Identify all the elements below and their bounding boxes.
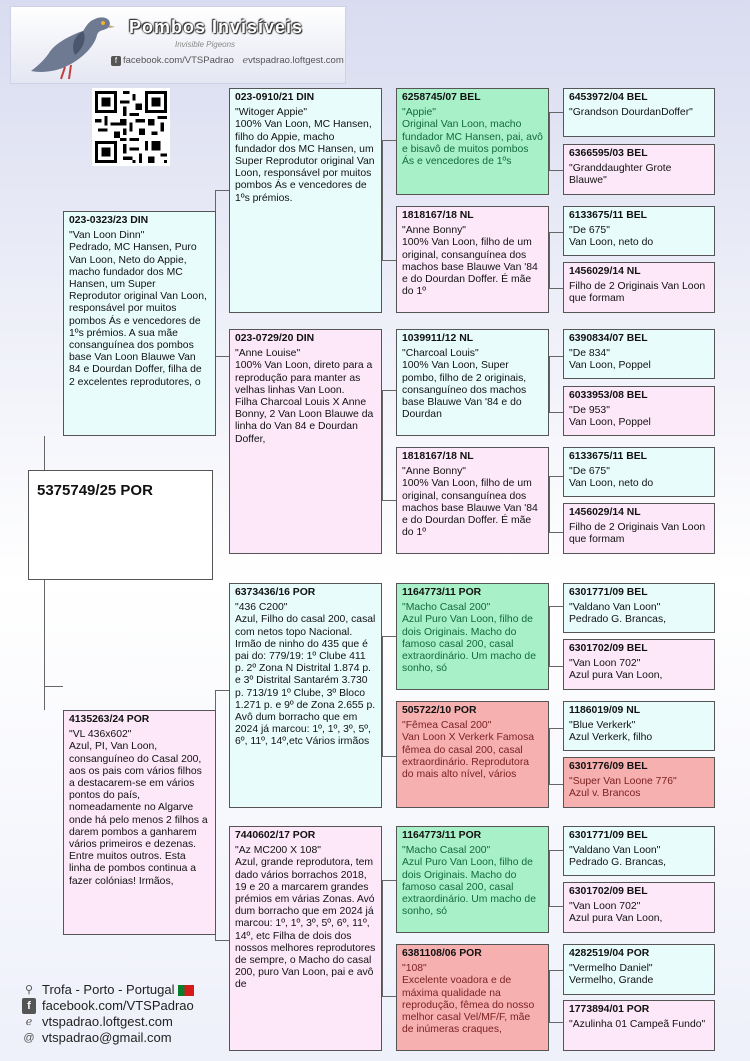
dam-dam-ring: 7440602/17 POR bbox=[235, 830, 316, 841]
connector bbox=[382, 880, 396, 881]
ssd-card[interactable] bbox=[396, 206, 549, 313]
dam-dam-notes: "Az MC200 X 108" Azul, grande reprodutora, tem dado vários borrachos 2018, 19 e 20 a marcarem grandes prémios em várias Zonas. Avó dum borracho que em 2024 já marcou: 1º, 1º, 3º, 5º, 6º, 11º, 14º, etc Filha de dois dos nossos melhores reprodutores de sempre, o Macho do casal 200, puro Van Loon, pai e avô de bbox=[235, 845, 376, 991]
ssdd-ring: 1456029/14 NL bbox=[569, 266, 641, 277]
ssd-ring: 1818167/18 NL bbox=[402, 210, 474, 221]
connector bbox=[382, 636, 383, 756]
dsss-card[interactable] bbox=[563, 583, 715, 633]
ddsd-notes: "Van Loon 702" Azul pura Van Loon, bbox=[569, 901, 663, 925]
dam-ring: 4135263/24 POR bbox=[69, 714, 150, 725]
connector bbox=[549, 606, 563, 607]
sire-sire-ring: 023-0910/21 DIN bbox=[235, 92, 315, 103]
sssd-notes: "Granddaughter Grote Blauwe" bbox=[569, 163, 672, 187]
connector bbox=[549, 170, 563, 171]
ddss-notes: "Valdano Van Loon" Pedrado G. Brancas, bbox=[569, 845, 667, 869]
sssd-ring: 6366595/03 BEL bbox=[569, 148, 648, 159]
connector bbox=[382, 636, 396, 637]
brand-links bbox=[111, 55, 344, 66]
connector bbox=[382, 880, 383, 996]
location-pin-icon: ⚲ bbox=[24, 984, 34, 996]
sds-ring: 1039911/12 NL bbox=[402, 333, 474, 344]
sdds-notes: "De 675" Van Loon, neto do bbox=[569, 466, 654, 490]
sire-ring: 023-0323/23 DIN bbox=[69, 215, 149, 226]
connector bbox=[382, 140, 383, 260]
dam-notes: "VL 436x602" Azul, PI, Van Loon, consanguíneo do Casal 200, aos os pais com vários filhos a destacarem-se em vários pontos do país, nomeadamente no Algarve onde há pelo menos 2 filhos a darem pombos a ganharem vários primeiros e dezenas. Entre muitos outros. Esta linha de pombos continua a fazer colónias! Irmãos, bbox=[69, 729, 208, 887]
connector bbox=[215, 940, 229, 941]
connector bbox=[549, 970, 550, 1022]
dsds-notes: "Blue Verkerk" Azul Verkerk, filho bbox=[569, 720, 653, 744]
sire-dam-notes: "Anne Louise" 100% Van Loon, direto para a reprodução para manter as velhas linhas Van Loon. Filha Charcoal Louis X Anne Bonny, 2 Van Loon Blauwe da linha do Van 84 e Dourdan Doffer, bbox=[235, 348, 374, 445]
connector bbox=[382, 996, 396, 997]
connector bbox=[382, 756, 396, 757]
ddss-card[interactable] bbox=[563, 826, 715, 876]
sdss-ring: 6390834/07 BEL bbox=[569, 333, 648, 344]
sssd-card[interactable] bbox=[563, 144, 715, 195]
connector bbox=[549, 412, 563, 413]
brand-facebook-link[interactable]: facebook.com/VTSPadrao bbox=[123, 55, 234, 66]
connector bbox=[215, 356, 229, 357]
ddds-card[interactable] bbox=[563, 944, 715, 995]
location-text: Trofa - Porto - Portugal bbox=[42, 982, 175, 997]
dds-notes: "Macho Casal 200" Azul Puro Van Loon, filho de dois Originais. Macho do famoso casal 200, casal extraordinário. Um macho de sonho, só bbox=[402, 845, 536, 918]
portugal-flag-icon bbox=[178, 985, 194, 996]
ssss-card[interactable] bbox=[563, 88, 715, 137]
sds-notes: "Charcoal Louis" 100% Van Loon, Super pombo, filho de 2 originais, consanguíneo dos machos base Blauwe Van '84 e do Dourdan bbox=[402, 348, 527, 421]
connector bbox=[549, 850, 563, 851]
sds-card[interactable] bbox=[396, 329, 549, 436]
sss-notes: "Appie" Original Van Loon, macho fundador MC Hansen, pai, avô e bisavô de muitos pombos Ás e vencedores de 1ºs bbox=[402, 107, 543, 168]
sddd-ring: 1456029/14 NL bbox=[569, 507, 641, 518]
sdsd-notes: "De 953" Van Loon, Poppel bbox=[569, 405, 651, 429]
connector bbox=[549, 970, 563, 971]
ssds-ring: 6133675/11 BEL bbox=[569, 210, 647, 221]
connector bbox=[549, 112, 550, 170]
connector bbox=[549, 728, 563, 729]
connector bbox=[549, 232, 550, 288]
sdsd-card[interactable] bbox=[563, 386, 715, 436]
connector bbox=[549, 850, 550, 906]
ddss-ring: 6301771/09 BEL bbox=[569, 830, 648, 841]
connector bbox=[549, 666, 563, 667]
ssss-notes: "Grandson DourdanDoffer" bbox=[569, 107, 693, 119]
connector bbox=[549, 288, 563, 289]
sdds-ring: 6133675/11 BEL bbox=[569, 451, 647, 462]
dssd-notes: "Van Loon 702" Azul pura Van Loon, bbox=[569, 658, 663, 682]
sddd-notes: Filho de 2 Originais Van Loon que formam bbox=[569, 522, 706, 546]
sdd-ring: 1818167/18 NL bbox=[402, 451, 474, 462]
footer-email-link[interactable]: vtspadrao@gmail.com bbox=[42, 1030, 172, 1045]
ssdd-notes: Filho de 2 Originais Van Loon que formam bbox=[569, 281, 706, 305]
ddsd-ring: 6301702/09 BEL bbox=[569, 886, 648, 897]
connector bbox=[549, 906, 563, 907]
pigeon-logo-icon bbox=[25, 9, 115, 81]
connector bbox=[549, 356, 550, 412]
connector bbox=[549, 728, 550, 784]
dam-sire-card[interactable] bbox=[229, 583, 382, 808]
sire-card[interactable] bbox=[63, 211, 216, 436]
sdd-card[interactable] bbox=[396, 447, 549, 554]
connector bbox=[44, 436, 45, 470]
footer-site-link[interactable]: vtspadrao.loftgest.com bbox=[42, 1014, 173, 1029]
brand-banner bbox=[10, 6, 346, 84]
sddd-card[interactable] bbox=[563, 503, 715, 554]
connector bbox=[382, 140, 396, 141]
connector bbox=[215, 190, 229, 191]
connector bbox=[382, 390, 383, 500]
dddd-card[interactable] bbox=[563, 1000, 715, 1051]
brand-subtitle: Invisible Pigeons bbox=[175, 40, 236, 49]
dsss-notes: "Valdano Van Loon" Pedrado G. Brancas, bbox=[569, 602, 667, 626]
connector bbox=[549, 356, 563, 357]
connector bbox=[382, 390, 396, 391]
sire-sire-notes: "Witoger Appie" 100% Van Loon, MC Hansen, filho do Appie, macho fundador dos MC Hansen, um Super Reprodutor original Van Loon, responsável por muitos pombos Ás e vencedores de 1ºs prémios. bbox=[235, 107, 375, 204]
sire-sire-card[interactable] bbox=[229, 88, 382, 313]
dssd-ring: 6301702/09 BEL bbox=[569, 643, 648, 654]
ssss-ring: 6453972/04 BEL bbox=[569, 92, 648, 103]
ddsd-card[interactable] bbox=[563, 882, 715, 933]
connector bbox=[382, 260, 396, 261]
connector bbox=[549, 476, 563, 477]
subject-card[interactable] bbox=[28, 470, 213, 580]
dss-ring: 1164773/11 POR bbox=[402, 587, 482, 598]
web-icon: ℯ bbox=[25, 1016, 33, 1028]
ssd-notes: "Anne Bonny" 100% Van Loon, filho de um original, consanguínea dos machos base Blauwe Van '84 e do Dourdan Doffer. É mãe do 1º bbox=[402, 225, 538, 298]
sdss-notes: "De 834" Van Loon, Poppel bbox=[569, 348, 651, 372]
dsd-ring: 505722/10 POR bbox=[402, 705, 477, 716]
dsdd-notes: "Super Van Loone 776" Azul v. Brancos bbox=[569, 776, 677, 800]
brand-site-link[interactable]: vtspadrao.loftgest.com bbox=[248, 55, 344, 66]
connector bbox=[549, 784, 563, 785]
dam-card[interactable] bbox=[63, 710, 216, 935]
subject-ring: 5375749/25 POR bbox=[37, 482, 153, 499]
sire-notes: "Van Loon Dinn" Pedrado, MC Hansen, Puro Van Loon, Neto do Appie, macho fundador dos MC Hansen, um Super Reprodutor original Van Loon, responsável por muitos pombos Ás e vencedores de 1ºs prémios. A sua mãe consanguínea dos pombos base Van Loon Blauwe Van 84 e Dourdan Doffer, filha de 2 excelentes reprodutores, o bbox=[69, 230, 207, 388]
dds-ring: 1164773/11 POR bbox=[402, 830, 482, 841]
ddd-notes: "108" Excelente voadora e de máxima qualidade na reprodução, fêmea do nosso melhor casal Vel/MF/F, mãe de inúmeras craques, bbox=[402, 963, 535, 1036]
dsdd-ring: 6301776/09 BEL bbox=[569, 761, 648, 772]
ddds-notes: "Vermelho Daniel" Vermelho, Grande bbox=[569, 963, 654, 987]
connector bbox=[549, 606, 550, 666]
dsd-notes: "Fêmea Casal 200" Van Loon X Verkerk Famosa fêmea do casal 200, casal extraordinário. Reprodutora do mais alto nível, vários bbox=[402, 720, 535, 781]
dsdd-card[interactable] bbox=[563, 757, 715, 808]
dsds-card[interactable] bbox=[563, 701, 715, 751]
dss-notes: "Macho Casal 200" Azul Puro Van Loon, filho de dois Originais. Macho do famoso casal 200, casal extraordinário. Um macho de sonho, só bbox=[402, 602, 536, 675]
dss-card[interactable] bbox=[396, 583, 549, 690]
connector bbox=[549, 112, 563, 113]
dam-sire-notes: "436 C200" Azul, Filho do casal 200, casal com netos topo Nacional. Irmão de ninho do 435 que é pai do: 779/19: 1º Clube 411 p. 2º Zona N Distrital 1.874 p. e 3º Distrital Santarém 3.730 p. 713/19 1º Clube, 3º Bloco 1.271 p. e 9º de Zona 2.655 p. Avô dum borracho que em 2024 já marcou: 1º, 1º, 3º, 5º, 6º, 11º, 14º,etc Vários irmãos bbox=[235, 602, 376, 748]
brand-title: Pombos Invisíveis bbox=[129, 17, 304, 37]
dds-card[interactable] bbox=[396, 826, 549, 933]
dddd-notes: "Azulinha 01 Campeã Fundo" bbox=[569, 1019, 706, 1031]
sire-dam-ring: 023-0729/20 DIN bbox=[235, 333, 315, 344]
sss-card[interactable] bbox=[396, 88, 549, 195]
email-icon: @ bbox=[23, 1032, 35, 1044]
ssds-notes: "De 675" Van Loon, neto do bbox=[569, 225, 654, 249]
dam-sire-ring: 6373436/16 POR bbox=[235, 587, 316, 598]
sdds-card[interactable] bbox=[563, 447, 715, 497]
dam-dam-card[interactable] bbox=[229, 826, 382, 1051]
connector bbox=[215, 690, 229, 691]
dsd-card[interactable] bbox=[396, 701, 549, 808]
connector bbox=[549, 476, 550, 532]
ddd-card[interactable] bbox=[396, 944, 549, 1051]
ssds-card[interactable] bbox=[563, 206, 715, 256]
sire-dam-card[interactable] bbox=[229, 329, 382, 554]
connector bbox=[44, 686, 63, 687]
connector bbox=[549, 532, 563, 533]
qr-code[interactable] bbox=[92, 88, 170, 166]
connector bbox=[44, 580, 45, 710]
dssd-card[interactable] bbox=[563, 639, 715, 690]
ssdd-card[interactable] bbox=[563, 262, 715, 313]
connector bbox=[549, 232, 563, 233]
contact-block bbox=[22, 982, 194, 1046]
connector bbox=[382, 500, 396, 501]
dddd-ring: 1773894/01 POR bbox=[569, 1004, 650, 1015]
sdss-card[interactable] bbox=[563, 329, 715, 379]
sdd-notes: "Anne Bonny" 100% Van Loon, filho de um original, consanguínea dos machos base Blauwe Van '84 e do Dourdan Doffer. É mãe do 1º bbox=[402, 466, 538, 539]
ddd-ring: 6381108/06 POR bbox=[402, 948, 482, 959]
dsds-ring: 1186019/09 NL bbox=[569, 705, 641, 716]
ddds-ring: 4282519/04 POR bbox=[569, 948, 650, 959]
facebook-icon: f bbox=[111, 56, 121, 66]
facebook-icon: f bbox=[22, 998, 36, 1014]
sss-ring: 6258745/07 BEL bbox=[402, 92, 481, 103]
footer-facebook-link[interactable]: facebook.com/VTSPadrao bbox=[42, 998, 194, 1013]
web-icon: ℯ bbox=[242, 55, 249, 66]
sdsd-ring: 6033953/08 BEL bbox=[569, 390, 648, 401]
connector bbox=[549, 1022, 563, 1023]
dsss-ring: 6301771/09 BEL bbox=[569, 587, 648, 598]
